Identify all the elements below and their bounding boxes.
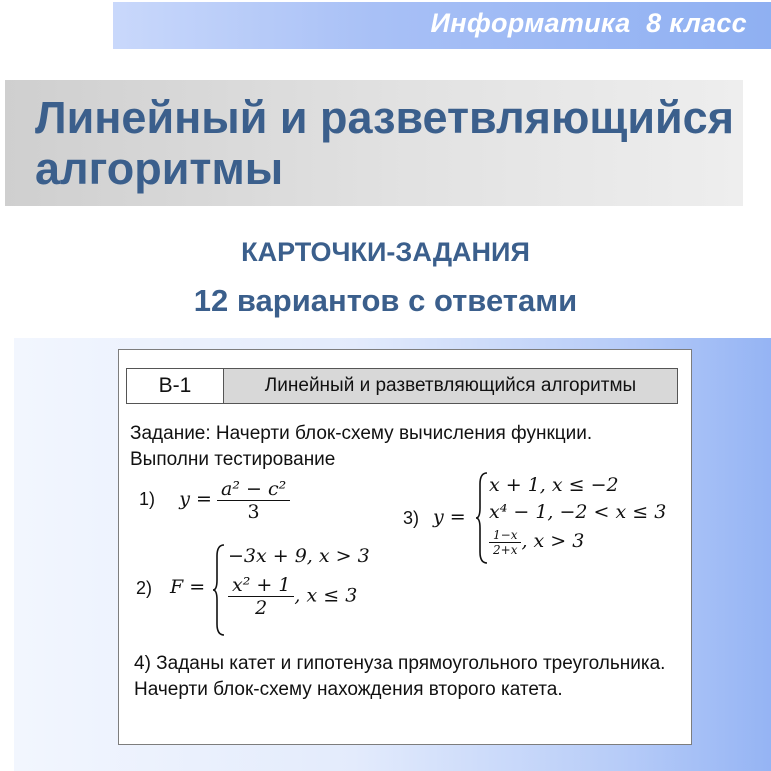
- formula-3-number: 3): [403, 508, 420, 528]
- formula-3-case-3: [489, 528, 584, 557]
- task-line-1: Задание: Начерти блок-схему вычисления функции.: [130, 423, 593, 444]
- formula-2-lhs: F =: [170, 576, 206, 598]
- formula-1-fraction: [217, 478, 290, 523]
- formula-3-brace: [475, 472, 489, 564]
- topic-label: Линейный и разветвляющийся алгоритмы: [224, 369, 677, 403]
- formula-3-case-1: x + 1, x ≤ −2: [489, 474, 619, 496]
- title-band: [5, 80, 743, 206]
- subtitle-variants: 12 вариантов с ответами: [193, 283, 578, 318]
- formula-2-denominator: 2: [255, 597, 268, 619]
- formula-3-fraction: [489, 528, 521, 557]
- formula-2-case-2: [228, 574, 357, 619]
- formula-2: [136, 540, 396, 640]
- subject-banner: [113, 2, 771, 49]
- task-description: [130, 421, 685, 473]
- formula-3-lhs: y =: [433, 506, 466, 528]
- formula-1-denominator: 3: [247, 501, 260, 523]
- variant-label: В-1: [127, 369, 224, 403]
- formula-1-numerator: a² − c²: [217, 478, 290, 501]
- formula-1: [139, 478, 290, 523]
- formula-2-fraction: [228, 574, 294, 619]
- formula-2-condition: , x ≤ 3: [294, 584, 358, 607]
- card-header: [126, 368, 678, 404]
- subtitle-cards: КАРТОЧКИ-ЗАДАНИЯ: [241, 237, 530, 267]
- formula-3-condition: , x > 3: [521, 530, 585, 552]
- formula-2-brace: [212, 544, 226, 636]
- subject-label: Информатика 8 класс: [430, 8, 747, 38]
- formula-2-number: 2): [136, 578, 153, 598]
- formula-3-numerator: 1−x: [489, 528, 521, 543]
- formula-3: [403, 470, 673, 570]
- formula-2-case-1: −3x + 9, x > 3: [228, 545, 370, 567]
- formula-3-case-2: x⁴ − 1, −2 < x ≤ 3: [489, 501, 667, 523]
- task-line-2: Выполни тестирование: [130, 449, 336, 470]
- page-title: Линейный и разветвляющийся алгоритмы: [35, 92, 734, 194]
- formula-2-numerator: x² + 1: [228, 574, 294, 597]
- task-card: [118, 349, 692, 745]
- formula-1-number: 1): [139, 489, 156, 509]
- formula-1-lhs: y =: [179, 488, 212, 510]
- task-4-text: 4) Заданы катет и гипотенуза прямоугольного треугольника. Начерти блок-схему нахождения второго катета.: [134, 653, 666, 700]
- formula-3-denominator: 2+x: [493, 543, 518, 557]
